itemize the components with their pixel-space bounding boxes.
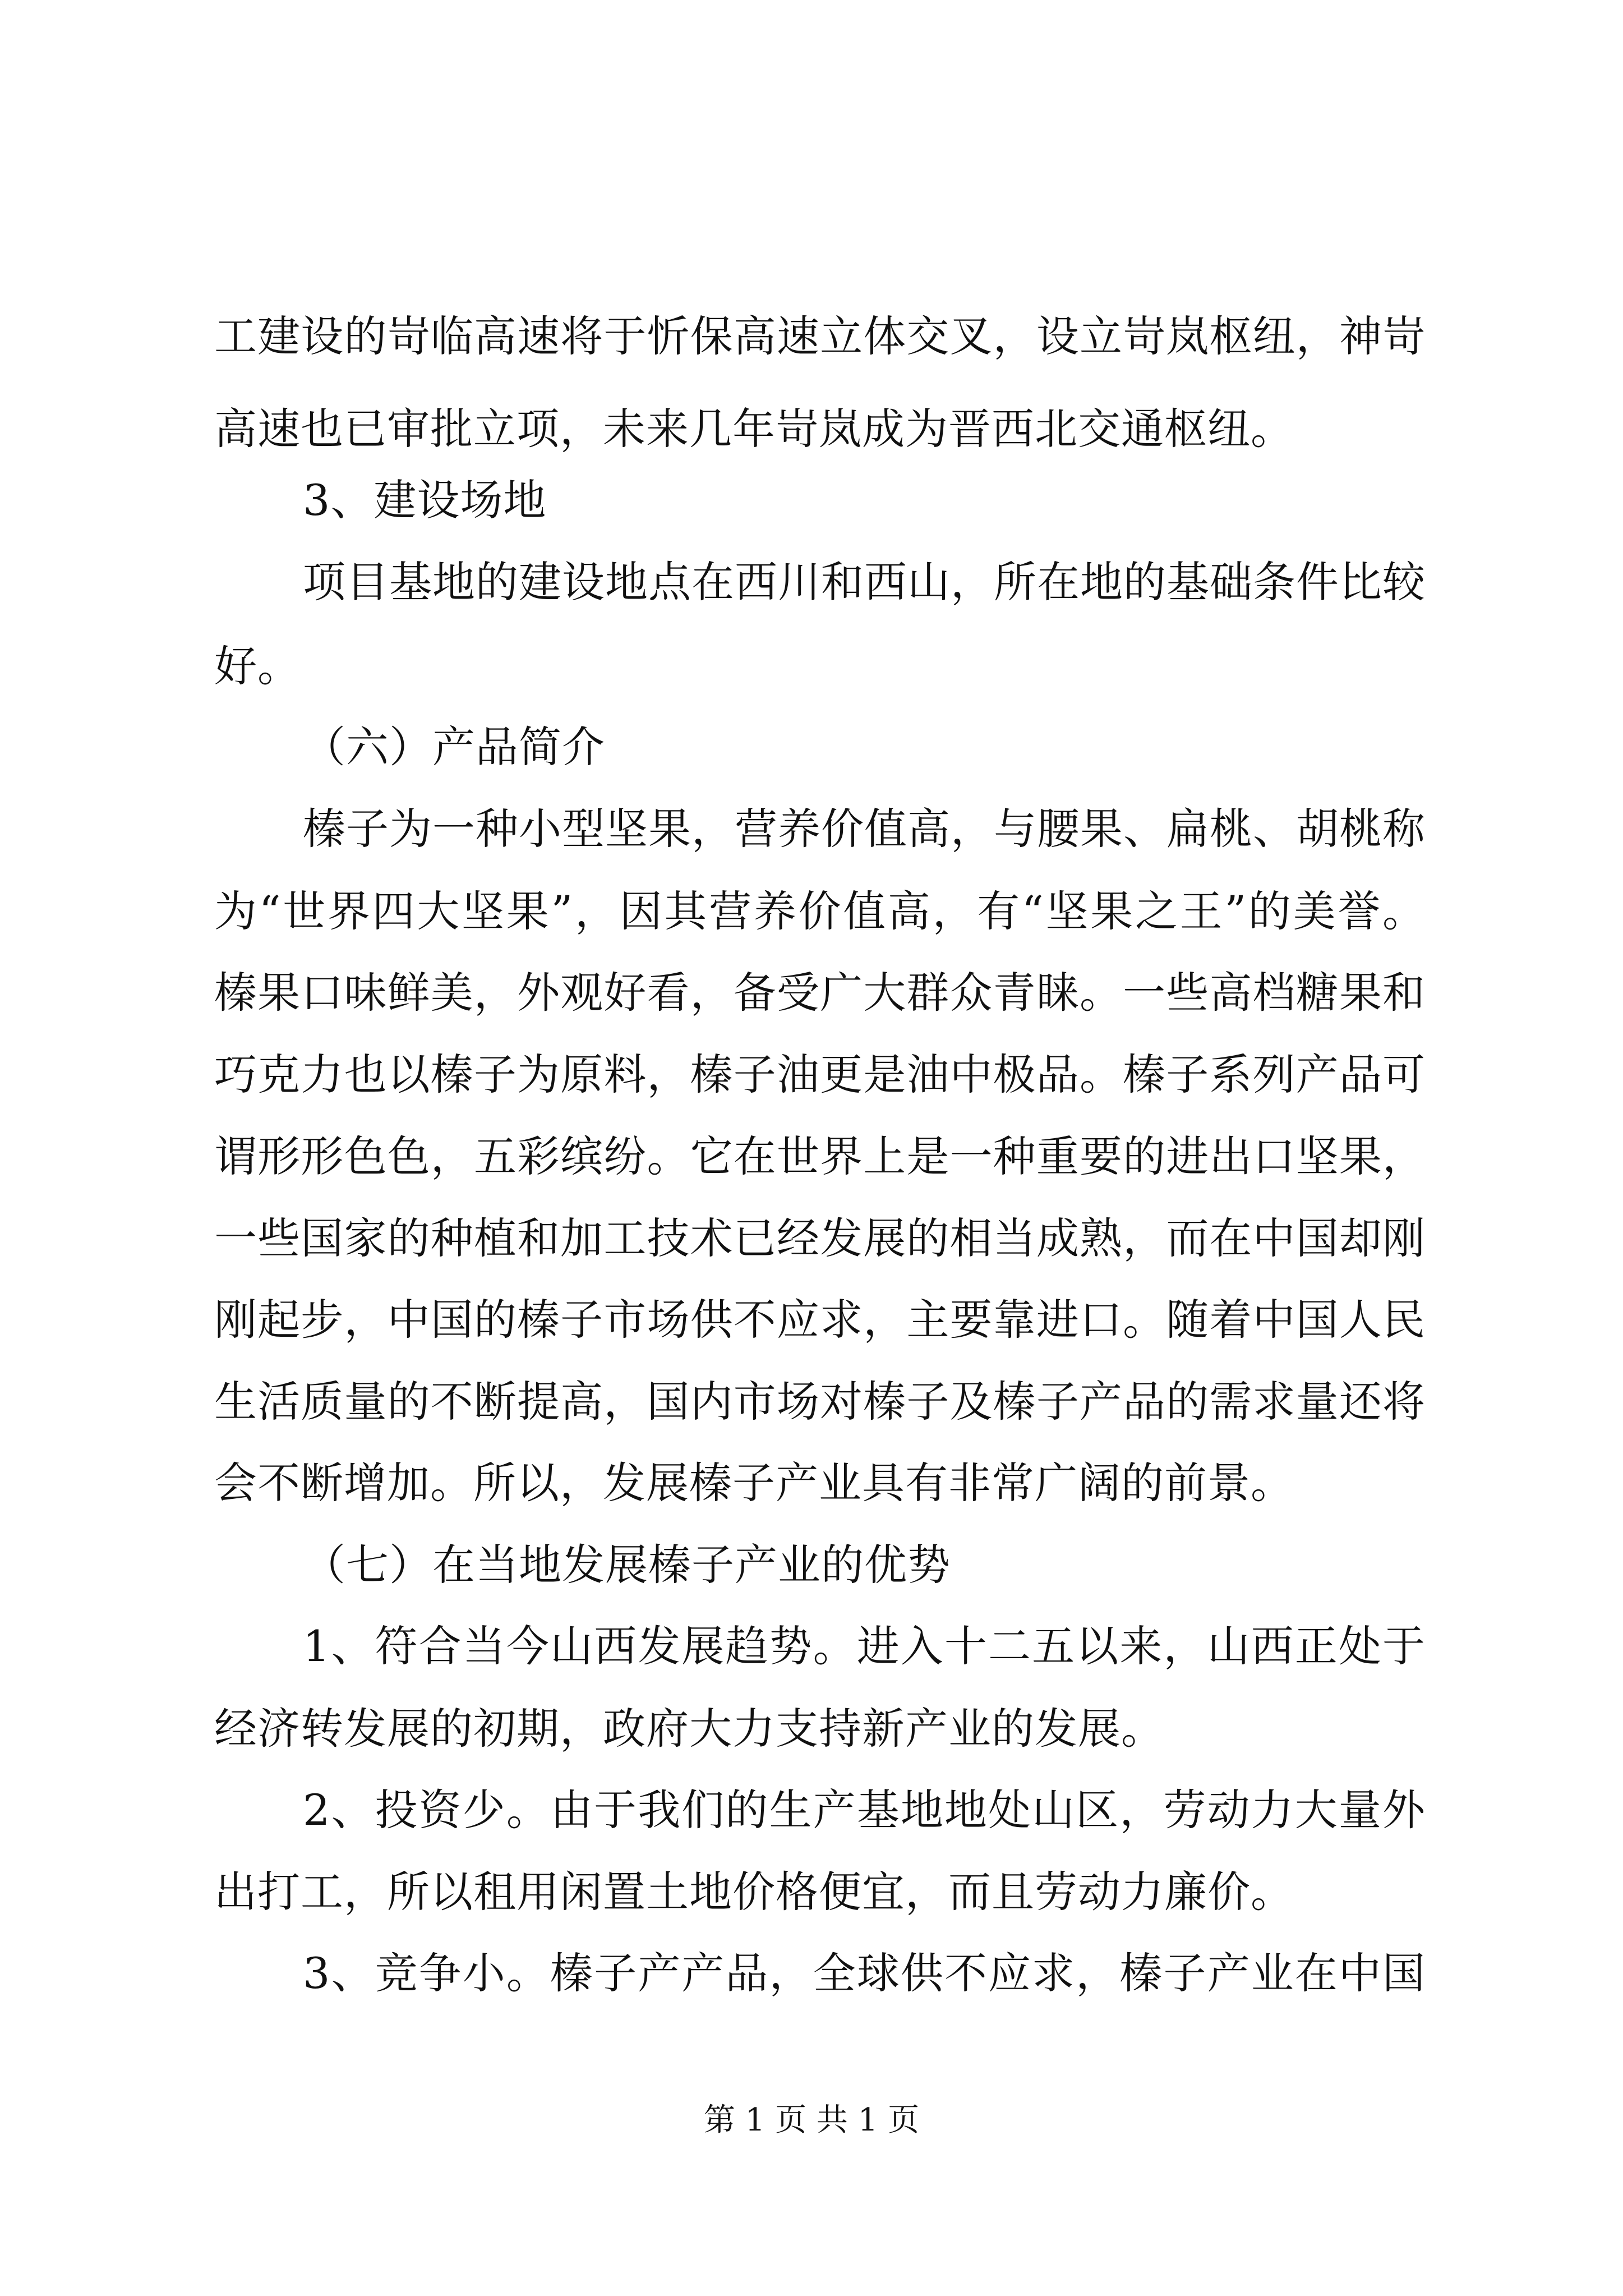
- body-text-line: 榛子为一种小型坚果，营养价值高，与腰果、扁桃、胡桃称: [303, 804, 1426, 854]
- body-text-line: 经济转发展的初期，政府大力支持新产业的发展。: [214, 1704, 1164, 1754]
- body-text-line: 谓形形色色，五彩缤纷。它在世界上是一种重要的进出口坚果，: [214, 1131, 1426, 1181]
- body-text-line: 生活质量的不断提高，国内市场对榛子及榛子产品的需求量还将: [214, 1377, 1426, 1427]
- body-text-line: 为“世界四大坚果”，因其营养价值高，有“坚果之王”的美誉。: [214, 886, 1426, 936]
- body-text-line: 一些国家的种植和加工技术已经发展的相当成熟，而在中国却刚: [214, 1213, 1426, 1263]
- page-number-footer: 第 1 页 共 1 页: [703, 2102, 920, 2138]
- body-text-line: 3、竞争小。榛子产产品，全球供不应求，榛子产业在中国: [303, 1948, 1426, 1998]
- body-text-line: 项目基地的建设地点在西川和西山，所在地的基础条件比较: [303, 557, 1426, 607]
- body-text-line: 巧克力也以榛子为原料，榛子油更是油中极品。榛子系列产品可: [214, 1050, 1426, 1099]
- body-text-line: 榛果口味鲜美，外观好看，备受广大群众青睐。一些高档糖果和: [214, 968, 1426, 1018]
- body-text-line: 好。: [214, 641, 301, 691]
- body-text-line: 1、符合当今山西发展趋势。进入十二五以来，山西正处于: [303, 1621, 1426, 1671]
- section-heading: （六）产品简介: [303, 722, 605, 772]
- body-text-line: 高速也已审批立项，未来几年岢岚成为晋西北交通枢纽。: [214, 404, 1294, 454]
- section-heading: 3、建设场地: [303, 475, 547, 525]
- body-text-line: 刚起步，中国的榛子市场供不应求，主要靠进口。随着中国人民: [214, 1295, 1426, 1345]
- section-heading: （七）在当地发展榛子产业的优势: [303, 1540, 951, 1590]
- body-text-line: 出打工，所以租用闲置土地价格便宜，而且劳动力廉价。: [214, 1867, 1294, 1917]
- body-text-line: 2、投资少。由于我们的生产基地地处山区，劳动力大量外: [303, 1785, 1426, 1835]
- body-text-line: 会不断增加。所以，发展榛子产业具有非常广阔的前景。: [214, 1458, 1294, 1508]
- body-text-line: 工建设的岢临高速将于忻保高速立体交叉，设立岢岚枢纽，神岢: [214, 311, 1426, 361]
